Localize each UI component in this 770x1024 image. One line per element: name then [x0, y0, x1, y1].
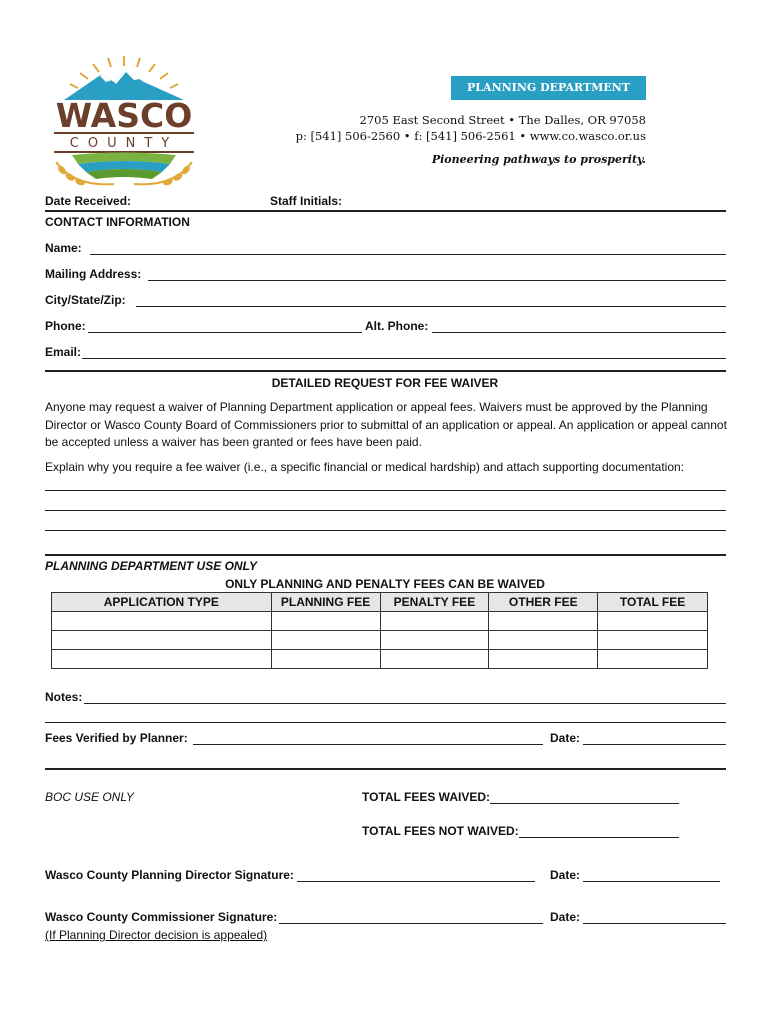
table-cell[interactable]: [598, 650, 708, 669]
table-cell[interactable]: [380, 631, 489, 650]
fees-verified-date-field[interactable]: [583, 744, 726, 745]
notes-label: Notes:: [45, 690, 83, 704]
fee-waiver-heading: DETAILED REQUEST FOR FEE WAIVER: [271, 376, 499, 390]
table-cell[interactable]: [271, 650, 380, 669]
appeal-note: (If Planning Director decision is appealed): [45, 928, 268, 942]
fee-table-header: [52, 593, 708, 612]
table-cell[interactable]: [271, 612, 380, 631]
boc-heading: BOC USE ONLY: [45, 790, 134, 804]
planning-use-heading: PLANNING DEPARTMENT USE ONLY: [45, 559, 258, 573]
fees-verified-label: Fees Verified by Planner:: [45, 731, 188, 745]
table-cell[interactable]: [489, 650, 598, 669]
table-row: [52, 650, 708, 669]
director-date-label: Date:: [550, 868, 581, 882]
table-cell[interactable]: [52, 650, 272, 669]
waivable-fees-heading: ONLY PLANNING AND PENALTY FEES CAN BE WAIVED: [225, 577, 545, 591]
city-state-zip-field[interactable]: [136, 306, 726, 307]
explain-instruction: Explain why you require a fee waiver (i.e., a specific financial or medical hardship) and attach supporting documentation:: [45, 460, 685, 474]
fee-table: [51, 592, 708, 669]
table-cell[interactable]: [380, 612, 489, 631]
wasco-county-logo: [44, 52, 204, 192]
name-field[interactable]: [90, 254, 726, 255]
table-cell[interactable]: [489, 631, 598, 650]
director-signature-field[interactable]: [297, 881, 535, 882]
total-not-waived-field[interactable]: [519, 837, 679, 838]
phone-label: Phone:: [45, 319, 86, 333]
director-signature-label: Wasco County Planning Director Signature:: [45, 868, 294, 882]
column-header: OTHER FEE: [489, 593, 598, 612]
staff-initials-label: Staff Initials:: [270, 194, 343, 208]
table-row: [52, 631, 708, 650]
address-line: 2705 East Second Street • The Dalles, OR 97058: [359, 113, 646, 127]
commissioner-signature-label: Wasco County Commissioner Signature:: [45, 910, 278, 924]
tagline: Pioneering pathways to prosperity.: [431, 153, 646, 166]
divider: [45, 210, 726, 212]
table-cell[interactable]: [52, 612, 272, 631]
name-label: Name:: [45, 241, 82, 255]
logo-emblem-icon: [44, 52, 204, 192]
commissioner-date-field[interactable]: [583, 923, 726, 924]
commissioner-date-label: Date:: [550, 910, 581, 924]
table-row: [52, 612, 708, 631]
column-header: PLANNING FEE: [271, 593, 380, 612]
notes-field[interactable]: [45, 722, 726, 723]
fees-verified-field[interactable]: [193, 744, 543, 745]
city-state-zip-label: City/State/Zip:: [45, 293, 126, 307]
table-cell[interactable]: [598, 631, 708, 650]
table-cell[interactable]: [271, 631, 380, 650]
email-field[interactable]: [82, 358, 726, 359]
department-banner: PLANNING DEPARTMENT: [451, 76, 646, 100]
divider: [45, 554, 726, 556]
alt-phone-label: Alt. Phone:: [365, 319, 429, 333]
svg-text:COUNTY: COUNTY: [69, 136, 179, 151]
divider: [45, 370, 726, 372]
date-received-label: Date Received:: [45, 194, 132, 208]
contact-heading: CONTACT INFORMATION: [45, 215, 190, 229]
column-header: PENALTY FEE: [380, 593, 489, 612]
phone-line: p: [541] 506-2560 • f: [541] 506-2561 • www.co.wasco.or.us: [295, 129, 646, 143]
table-cell[interactable]: [598, 612, 708, 631]
alt-phone-field[interactable]: [432, 332, 726, 333]
mailing-address-field[interactable]: [148, 280, 726, 281]
table-cell[interactable]: [380, 650, 489, 669]
table-cell[interactable]: [489, 612, 598, 631]
total-waived-label: TOTAL FEES WAIVED:: [362, 790, 491, 804]
column-header: APPLICATION TYPE: [52, 593, 272, 612]
svg-text:WASCO: WASCO: [55, 96, 193, 135]
explanation-line[interactable]: [45, 510, 726, 511]
director-date-field[interactable]: [583, 881, 720, 882]
column-header: TOTAL FEE: [598, 593, 708, 612]
commissioner-signature-field[interactable]: [279, 923, 543, 924]
email-label: Email:: [45, 345, 82, 359]
table-cell[interactable]: [52, 631, 272, 650]
total-not-waived-label: TOTAL FEES NOT WAIVED:: [362, 824, 519, 838]
notes-field[interactable]: [84, 703, 726, 704]
explanation-line[interactable]: [45, 490, 726, 491]
waiver-paragraph: Anyone may request a waiver of Planning Department application or appeal fees. Waivers must be approved by the Planning Director or Wasco County Board of Commissioners prior to submittal of an application or appeal. An application or appeal cannot be accepted unless a waiver has been granted or fees have been paid.: [45, 400, 727, 449]
total-waived-field[interactable]: [490, 803, 679, 804]
explanation-line[interactable]: [45, 530, 726, 531]
mailing-address-label: Mailing Address:: [45, 267, 142, 281]
fees-verified-date-label: Date:: [550, 731, 581, 745]
divider: [45, 768, 726, 770]
phone-field[interactable]: [88, 332, 362, 333]
